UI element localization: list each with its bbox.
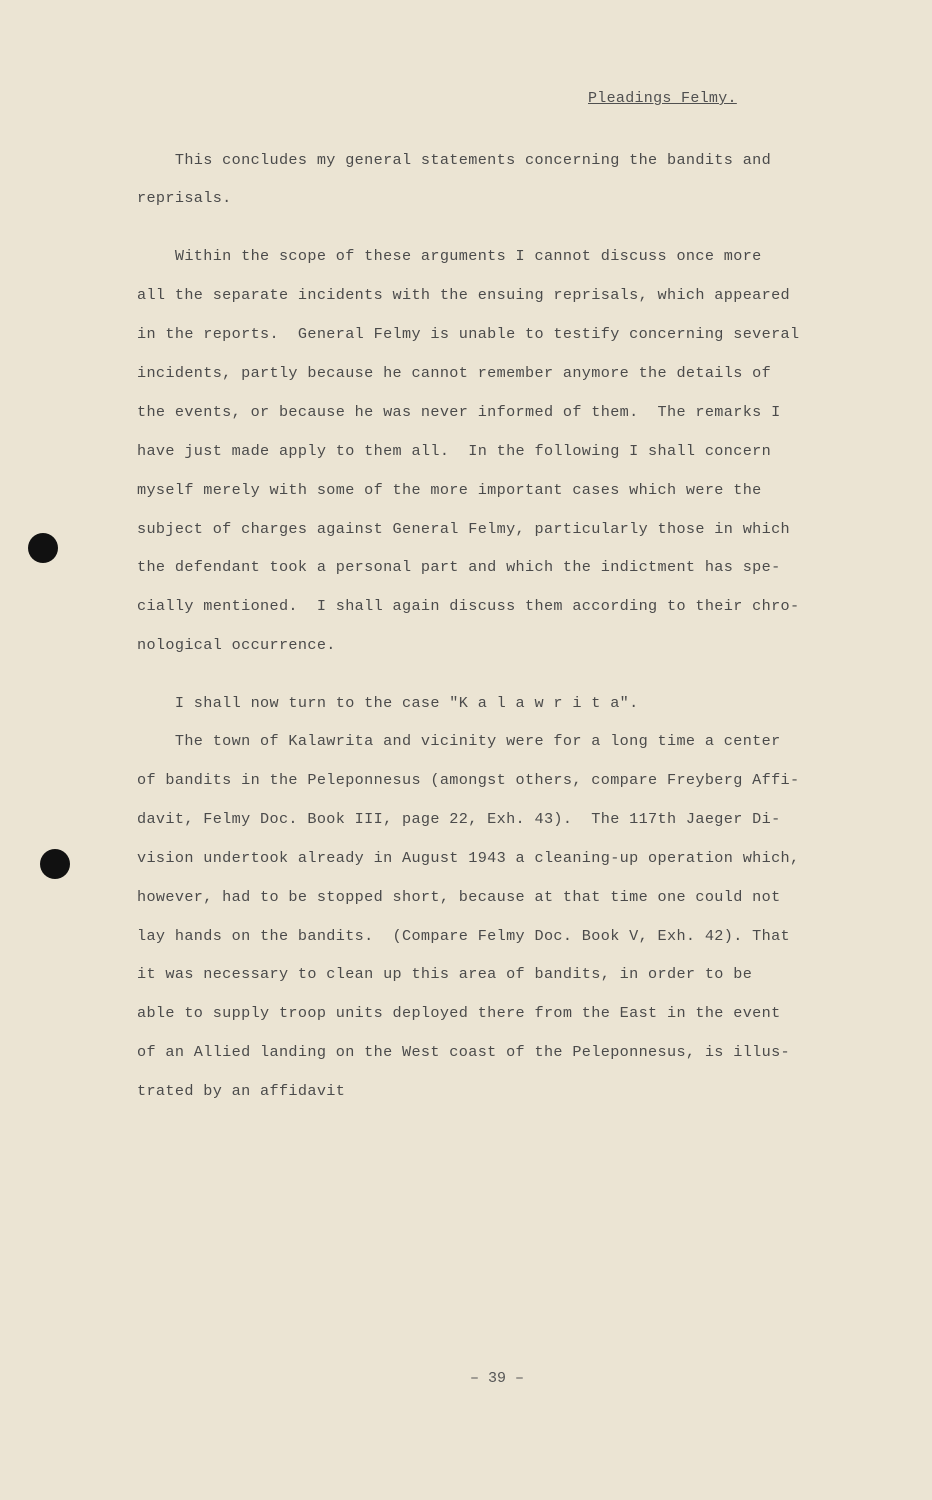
page-header: Pleadings Felmy. (588, 90, 737, 107)
text-line: of bandits in the Peleponnesus (amongst others, compare Freyberg Affi- (137, 771, 800, 789)
text-line: incidents, partly because he cannot remember anymore the details of (137, 364, 772, 382)
page-number: – 39 – (470, 1370, 525, 1387)
text-line: vision undertook already in August 1943 a cleaning-up operation which, (137, 849, 800, 867)
text-line: however, had to be stopped short, because at that time one could not (137, 888, 781, 906)
text-line: the defendant took a personal part and which the indictment has spe- (137, 558, 781, 576)
text-line: it was necessary to clean up this area of bandits, in order to be (137, 965, 753, 983)
text-line: The town of Kalawrita and vicinity were for a long time a center (137, 732, 781, 750)
text-line: nological occurrence. (137, 636, 336, 654)
text-line: davit, Felmy Doc. Book III, page 22, Exh. 43). The 117th Jaeger Di- (137, 810, 781, 828)
text-line: able to supply troop units deployed there from the East in the event (137, 1004, 781, 1022)
text-line: in the reports. General Felmy is unable to testify concerning several (137, 325, 800, 343)
text-line: This concludes my general statements concerning the bandits and (137, 151, 772, 169)
text-line: lay hands on the bandits. (Compare Felmy Doc. Book V, Exh. 42). That (137, 927, 791, 945)
punch-hole-top (28, 533, 58, 563)
text-line: have just made apply to them all. In the following I shall concern (137, 442, 772, 460)
text-line: reprisals. (137, 189, 232, 207)
punch-hole-bottom (40, 849, 70, 879)
text-line: I shall now turn to the case "K a l a w r i t a". (137, 694, 639, 712)
text-line: subject of charges against General Felmy, particularly those in which (137, 520, 791, 538)
text-line: the events, or because he was never informed of them. The remarks I (137, 403, 781, 421)
text-line: trated by an affidavit (137, 1082, 346, 1100)
text-line: myself merely with some of the more important cases which were the (137, 481, 762, 499)
text-line: Within the scope of these arguments I cannot discuss once more (137, 247, 762, 265)
text-line: of an Allied landing on the West coast of the Peleponnesus, is illus- (137, 1043, 791, 1061)
text-line: cially mentioned. I shall again discuss them according to their chro- (137, 597, 800, 615)
text-line: all the separate incidents with the ensuing reprisals, which appeared (137, 286, 791, 304)
